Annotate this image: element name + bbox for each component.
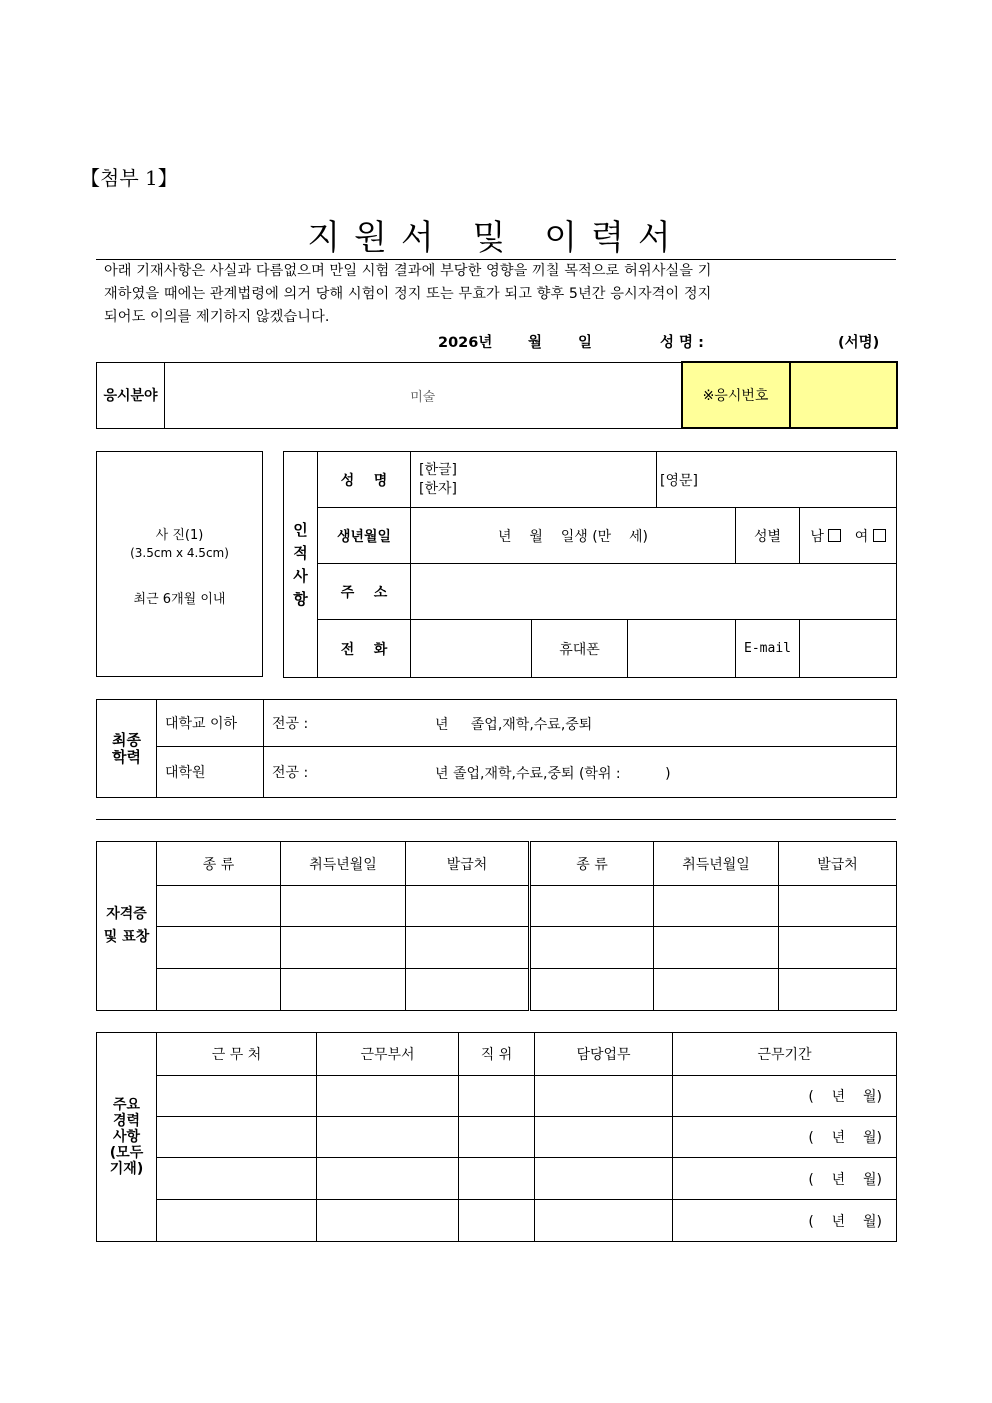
cert-cell[interactable]	[406, 886, 530, 927]
cert-cell[interactable]	[530, 927, 654, 969]
major-label: 전공 :	[272, 765, 309, 781]
attachment-label: 【첨부 1】	[80, 166, 178, 190]
career-cell[interactable]	[317, 1117, 459, 1158]
photo-recent: 최근 6개월 이내	[133, 592, 226, 607]
cert-cell[interactable]	[654, 969, 779, 1011]
signature-sign-label: (서명)	[838, 335, 880, 351]
career-cell[interactable]	[459, 1200, 535, 1242]
education-level: 대학원	[157, 747, 264, 798]
cert-header-type: 종 류	[157, 842, 281, 886]
gender-label: 성별	[736, 508, 800, 564]
education-section-label: 최종 학력	[97, 700, 157, 798]
cert-header-issuer: 발급처	[406, 842, 530, 886]
career-table	[96, 1032, 897, 1242]
name-english-label: [영문]	[660, 472, 698, 489]
email-input[interactable]	[800, 620, 897, 678]
table-row	[97, 1158, 897, 1200]
notice-text	[104, 260, 888, 329]
career-cell[interactable]	[157, 1200, 317, 1242]
education-level: 대학교 이하	[157, 700, 264, 747]
apply-field-label: 응시분야	[97, 362, 165, 428]
name-korean-label: [한글]	[419, 461, 457, 478]
email-label: E-mail	[736, 620, 800, 678]
table-row	[97, 1076, 897, 1117]
cert-cell[interactable]	[406, 927, 530, 969]
mobile-input[interactable]	[628, 620, 736, 678]
phone-label: 전 화	[318, 620, 411, 678]
gender-male-checkbox[interactable]	[828, 529, 841, 542]
cert-header-issuer: 발급처	[779, 842, 897, 886]
signature-name-label: 성 명 :	[660, 335, 704, 351]
career-section-label: 주요 경력 사항 (모두 기재)	[97, 1033, 157, 1242]
notice-line: 되어도 이의를 제기하지 않겠습니다.	[104, 309, 330, 325]
cert-cell[interactable]	[654, 886, 779, 927]
career-period-cell[interactable]: ( 년 월)	[673, 1200, 897, 1242]
career-header-department: 근무부서	[317, 1033, 459, 1076]
apply-number-input[interactable]	[790, 362, 897, 428]
education-table	[96, 699, 897, 798]
notice-line: 재하였을 때에는 관계법령에 의거 당해 시험이 정지 또는 무효가 되고 향후 5년간 응시자격이 정지	[104, 286, 712, 302]
apply-number-label: ※응시번호	[682, 362, 790, 428]
cert-cell[interactable]	[281, 927, 406, 969]
table-row	[97, 886, 897, 927]
address-input[interactable]	[411, 564, 897, 620]
cert-cell[interactable]	[157, 886, 281, 927]
cert-cell[interactable]	[157, 969, 281, 1011]
cert-header-type: 종 류	[530, 842, 654, 886]
career-cell[interactable]	[459, 1158, 535, 1200]
career-cell[interactable]	[317, 1158, 459, 1200]
table-row	[97, 1200, 897, 1242]
career-cell[interactable]	[535, 1200, 673, 1242]
page-title: 지원서 및 이력서	[307, 218, 685, 258]
education-row[interactable]	[264, 747, 897, 798]
cert-cell[interactable]	[779, 969, 897, 1011]
career-cell[interactable]	[157, 1117, 317, 1158]
career-cell[interactable]	[459, 1117, 535, 1158]
mobile-label: 휴대폰	[532, 620, 628, 678]
cert-header-date: 취득년월일	[281, 842, 406, 886]
gender-options	[800, 508, 897, 564]
career-header-position: 직 위	[459, 1033, 535, 1076]
career-cell[interactable]	[535, 1076, 673, 1117]
birth-label: 생년월일	[318, 508, 411, 564]
notice-line: 아래 기재사항은 사실과 다름없으며 만일 시험 결과에 부당한 영향을 끼칠 목적으로 허위사실을 기	[104, 263, 712, 279]
major-label: 전공 :	[272, 716, 309, 732]
certificates-table	[96, 841, 897, 1011]
personal-section-label: 인 적 사 항	[284, 452, 318, 678]
cert-cell[interactable]	[779, 927, 897, 969]
cert-cell[interactable]	[406, 969, 530, 1011]
name-english-cell[interactable]	[657, 452, 897, 508]
cert-cell[interactable]	[281, 969, 406, 1011]
cert-header-date: 취득년월일	[654, 842, 779, 886]
personal-table	[283, 451, 897, 678]
career-cell[interactable]	[535, 1158, 673, 1200]
cert-cell[interactable]	[157, 927, 281, 969]
career-cell[interactable]	[157, 1076, 317, 1117]
address-label: 주 소	[318, 564, 411, 620]
gender-female-checkbox[interactable]	[873, 529, 886, 542]
cert-cell[interactable]	[530, 969, 654, 1011]
education-status: 년 졸업,재학,수료,중퇴 (학위 : )	[435, 766, 671, 782]
career-period-cell[interactable]: ( 년 월)	[673, 1158, 897, 1200]
education-status: 년 졸업,재학,수료,중퇴	[435, 717, 593, 733]
photo-box[interactable]	[96, 451, 263, 677]
career-header-workplace: 근 무 처	[157, 1033, 317, 1076]
cert-cell[interactable]	[654, 927, 779, 969]
signature-month: 월	[528, 335, 543, 351]
career-header-duties: 담당업무	[535, 1033, 673, 1076]
photo-size: (3.5cm x 4.5cm)	[130, 546, 229, 560]
cert-cell[interactable]	[779, 886, 897, 927]
career-header-period: 근무기간	[673, 1033, 897, 1076]
career-cell[interactable]	[157, 1158, 317, 1200]
cert-cell[interactable]	[281, 886, 406, 927]
career-period-cell[interactable]: ( 년 월)	[673, 1076, 897, 1117]
career-cell[interactable]	[459, 1076, 535, 1117]
phone-input[interactable]	[411, 620, 532, 678]
table-row	[97, 969, 897, 1011]
education-row[interactable]	[264, 700, 897, 747]
signature-year: 2026년	[438, 335, 493, 351]
name-label: 성 명	[318, 452, 411, 508]
cert-cell[interactable]	[530, 886, 654, 927]
table-row	[97, 1117, 897, 1158]
table-row	[97, 927, 897, 969]
photo-line: 사 진(1)	[155, 528, 204, 543]
signature-day: 일	[578, 335, 593, 351]
section-divider	[96, 819, 896, 820]
certificates-section-label: 자격증 및 표창	[97, 842, 157, 1011]
apply-field-value[interactable]: 미술	[165, 362, 682, 428]
career-cell[interactable]	[317, 1200, 459, 1242]
name-hanja-label: [한자]	[419, 480, 457, 497]
gender-male-label: 남	[810, 528, 824, 545]
career-cell[interactable]	[535, 1117, 673, 1158]
birth-value[interactable]: 년 월 일생 (만 세)	[411, 508, 736, 564]
name-korean-hanja-cell[interactable]	[411, 452, 657, 508]
career-period-cell[interactable]: ( 년 월)	[673, 1117, 897, 1158]
apply-table	[96, 361, 898, 429]
gender-female-label: 여	[854, 528, 869, 545]
career-cell[interactable]	[317, 1076, 459, 1117]
